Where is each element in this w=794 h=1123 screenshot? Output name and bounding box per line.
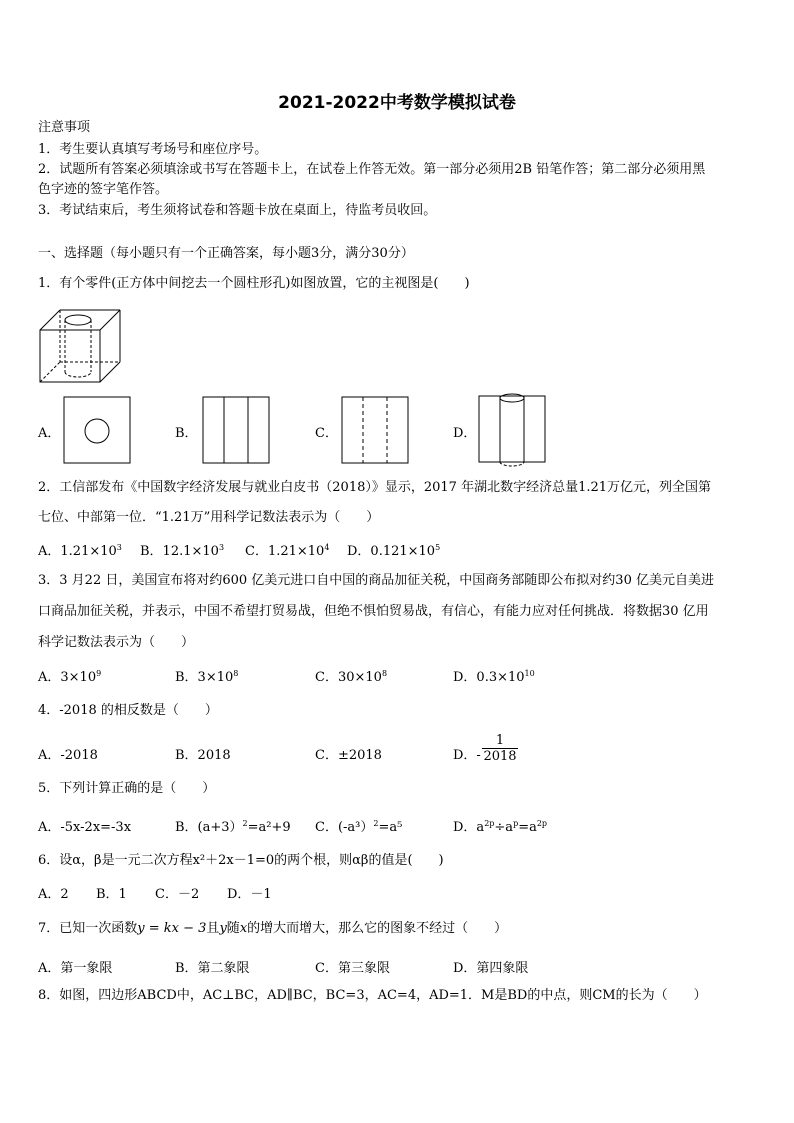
question-2-cont: 七位、中部第一位．“1.21万”用科学记数法表示为（ ） <box>38 510 380 525</box>
question-5: 5．下列计算正确的是（ ） <box>38 781 216 796</box>
question-text: 且 <box>206 921 220 936</box>
option-c <box>245 540 329 559</box>
option-text: B．12.1×10 <box>140 544 219 559</box>
question-7 <box>38 919 507 939</box>
option-d-figure <box>478 392 548 470</box>
option-d: D．- <box>453 748 481 763</box>
option-text: D．0.121×10 <box>347 544 436 559</box>
option-a <box>38 666 101 685</box>
option-d <box>453 816 547 835</box>
option-text: C．(-a³） <box>315 820 374 835</box>
option-a: A．-2018 <box>38 748 98 763</box>
denominator: 2018 <box>483 749 517 764</box>
option-text: =a⁵ <box>378 820 403 835</box>
option-text: =a <box>518 820 537 835</box>
option-b <box>175 666 238 685</box>
option-b <box>140 540 224 559</box>
option-d <box>347 540 440 559</box>
question-3: 3．3 月22 日，美国宣布将对约600 亿美元进口自中国的商品加征关税，中国商务部随即公布拟对约30 亿美元自美进 <box>38 573 714 588</box>
option-text: =a²+9 <box>247 820 291 835</box>
option-text: A．1.21×10 <box>38 544 117 559</box>
option-text: B．(a+3） <box>175 820 243 835</box>
option-b: B．第二象限 <box>175 961 250 976</box>
option-a: A．2 <box>38 887 69 902</box>
option-c: C．第三象限 <box>315 961 390 976</box>
option-c: C．±2018 <box>315 748 382 763</box>
exponent: 5 <box>435 543 441 552</box>
section-heading: 一、选择题（每小题只有一个正确答案，每小题3分，满分30分） <box>38 246 414 261</box>
option-b: B．1 <box>96 887 127 902</box>
exponent: 2p <box>536 819 548 828</box>
option-c <box>315 666 387 685</box>
option-text: D．0.3×10 <box>453 670 525 685</box>
option-a <box>38 540 122 559</box>
notice-item: 色字迹的签字笔作答。 <box>38 182 169 197</box>
question-3-cont: 科学记数法表示为（ ） <box>38 635 195 650</box>
option-a-figure <box>63 396 133 466</box>
formula: y = kx − 3 <box>137 921 207 936</box>
option-d: D．第四象限 <box>453 961 529 976</box>
option-text: D．a <box>453 820 485 835</box>
option-c-figure <box>341 396 411 466</box>
option-label: A． <box>38 426 61 441</box>
option-text: C．30×10 <box>315 670 382 685</box>
exponent: 2 <box>373 819 379 828</box>
option-text: A．3×10 <box>38 670 97 685</box>
option-label: D． <box>453 426 477 441</box>
option-text: B．3×10 <box>175 670 234 685</box>
option-b <box>175 816 291 835</box>
exponent: 9 <box>96 669 102 678</box>
question-text: 7．已知一次函数 <box>38 921 138 936</box>
cube-figure <box>38 308 124 386</box>
question-text: 随 <box>226 921 240 936</box>
option-a: A．第一象限 <box>38 961 113 976</box>
option-d: D．－1 <box>227 887 272 902</box>
question-2: 2．工信部发布《中国数字经济发展与就业白皮书（2018）》显示，2017 年湖北数字经济总量1.21万亿元，列全国第 <box>38 480 712 495</box>
exponent: 3 <box>218 543 225 552</box>
option-c: C．－2 <box>155 887 200 902</box>
option-b-figure <box>202 396 272 466</box>
exponent: 2p <box>484 819 495 828</box>
question-8: 8．如图，四边形ABCD中，AC⊥BC，AD∥BC，BC=3，AC=4，AD=1．M是BD的中点，则CM的长为（ ） <box>38 988 707 1003</box>
question-4: 4．-2018 的相反数是（ ） <box>38 703 218 718</box>
exponent: 4 <box>324 543 330 552</box>
notice-item: 1．考生要认真填写考场号和座位序号。 <box>38 142 268 157</box>
fraction <box>482 733 518 764</box>
numerator: 1 <box>482 733 518 749</box>
option-label: B． <box>175 426 198 441</box>
question-3-cont: 口商品加征关税，并表示，中国不希望打贸易战，但绝不惧怕贸易战，有信心，有能力应对任何挑战．将数据30 亿用 <box>38 604 709 619</box>
notice-item: 3．考试结束后，考生须将试卷和答题卡放在桌面上，待监考员收回。 <box>38 203 437 218</box>
option-label: C． <box>315 426 338 441</box>
variable: x <box>239 921 248 936</box>
option-c <box>315 816 402 835</box>
question-1: 1．有个零件(正方体中间挖去一个圆柱形孔)如图放置，它的主视图是( ) <box>38 276 470 291</box>
page-title: 2021-2022中考数学模拟试卷 <box>278 93 516 113</box>
question-6: 6．设α，β是一元二次方程x²＋2x－1=0的两个根，则αβ的值是( ) <box>38 853 444 868</box>
question-text: 的增大而增大，那么它的图象不经过（ ） <box>247 921 508 936</box>
exponent: 3 <box>116 543 122 552</box>
exponent: 2 <box>242 819 248 828</box>
exponent: 10 <box>524 669 535 678</box>
option-text: C．1.21×10 <box>245 544 325 559</box>
option-d <box>453 666 535 685</box>
option-a: A．-5x-2x=-3x <box>38 820 132 835</box>
exponent: 8 <box>233 669 239 678</box>
notice-heading: 注意事项 <box>38 120 91 135</box>
notice-item: 2．试题所有答案必须填涂或书写在答题卡上，在试卷上作答无效。第一部分必须用2B 铅笔作答；第二部分必须用黑 <box>38 162 706 177</box>
variable: y <box>219 921 227 936</box>
option-b: B．2018 <box>175 748 231 763</box>
exponent: 8 <box>381 669 388 678</box>
exponent: p <box>513 819 519 828</box>
option-text: ÷a <box>494 820 514 835</box>
